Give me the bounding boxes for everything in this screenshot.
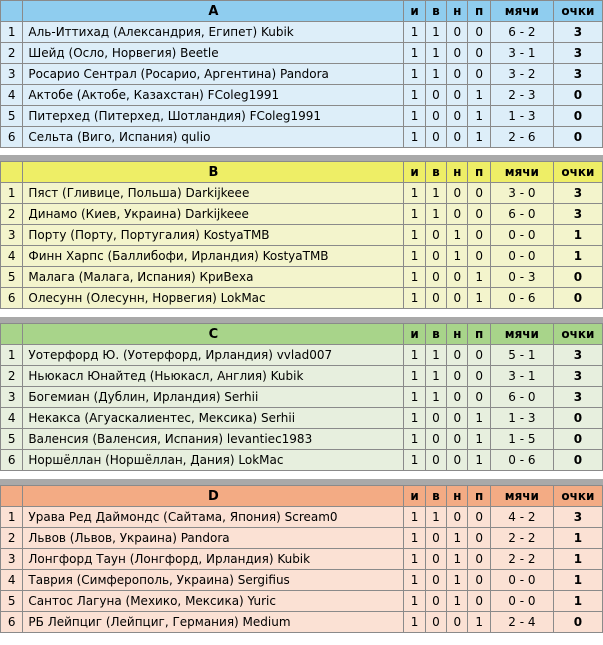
table-row: [1, 246, 603, 267]
position-cell: 5: [1, 591, 23, 612]
team-cell: РБ Лейпциг (Лейпциг, Германия) Medium: [23, 612, 404, 633]
points-cell: 0: [553, 127, 602, 148]
table-row: [1, 429, 603, 450]
goals-cell: 0 - 3: [490, 267, 553, 288]
goals-cell: 3 - 1: [490, 43, 553, 64]
col-header-points: очки: [553, 162, 602, 183]
games-cell: 1: [404, 387, 425, 408]
team-cell: Ньюкасл Юнайтед (Ньюкасл, Англия) Kubik: [23, 366, 404, 387]
games-cell: 1: [404, 591, 425, 612]
points-cell: 3: [553, 387, 602, 408]
table-row: [1, 570, 603, 591]
draws-cell: 0: [447, 507, 468, 528]
group-divider: [0, 317, 603, 323]
games-cell: 1: [404, 528, 425, 549]
points-cell: 3: [553, 507, 602, 528]
games-cell: 1: [404, 408, 425, 429]
header-pos-cell: [1, 324, 23, 345]
position-cell: 1: [1, 345, 23, 366]
position-cell: 5: [1, 267, 23, 288]
col-header-wins: в: [425, 1, 446, 22]
losses-cell: 0: [468, 570, 490, 591]
position-cell: 4: [1, 246, 23, 267]
losses-cell: 1: [468, 408, 490, 429]
col-header-points: очки: [553, 1, 602, 22]
wins-cell: 0: [425, 429, 446, 450]
goals-cell: 6 - 0: [490, 204, 553, 225]
games-cell: 1: [404, 127, 425, 148]
draws-cell: 0: [447, 127, 468, 148]
group-name: B: [23, 162, 404, 183]
col-header-points: очки: [553, 486, 602, 507]
wins-cell: 0: [425, 127, 446, 148]
col-header-draws: н: [447, 1, 468, 22]
losses-cell: 1: [468, 612, 490, 633]
position-cell: 4: [1, 570, 23, 591]
position-cell: 6: [1, 450, 23, 471]
position-cell: 3: [1, 64, 23, 85]
wins-cell: 0: [425, 612, 446, 633]
games-cell: 1: [404, 507, 425, 528]
goals-cell: 2 - 3: [490, 85, 553, 106]
losses-cell: 1: [468, 127, 490, 148]
goals-cell: 4 - 2: [490, 507, 553, 528]
losses-cell: 1: [468, 429, 490, 450]
group-header-row: [1, 486, 603, 507]
draws-cell: 1: [447, 246, 468, 267]
draws-cell: 0: [447, 288, 468, 309]
losses-cell: 0: [468, 528, 490, 549]
points-cell: 3: [553, 22, 602, 43]
points-cell: 0: [553, 429, 602, 450]
table-row: [1, 106, 603, 127]
draws-cell: 0: [447, 106, 468, 127]
position-cell: 6: [1, 127, 23, 148]
team-cell: Динамо (Киев, Украина) Darkijkeee: [23, 204, 404, 225]
position-cell: 1: [1, 22, 23, 43]
group-name: D: [23, 486, 404, 507]
table-row: [1, 204, 603, 225]
losses-cell: 0: [468, 246, 490, 267]
games-cell: 1: [404, 345, 425, 366]
goals-cell: 0 - 6: [490, 288, 553, 309]
draws-cell: 0: [447, 408, 468, 429]
points-cell: 0: [553, 408, 602, 429]
goals-cell: 0 - 0: [490, 591, 553, 612]
group-table-d: [0, 485, 603, 633]
draws-cell: 0: [447, 345, 468, 366]
losses-cell: 1: [468, 288, 490, 309]
team-cell: Норшёллан (Норшёллан, Дания) LokMac: [23, 450, 404, 471]
goals-cell: 0 - 6: [490, 450, 553, 471]
losses-cell: 1: [468, 106, 490, 127]
team-cell: Олесунн (Олесунн, Норвегия) LokMac: [23, 288, 404, 309]
draws-cell: 0: [447, 64, 468, 85]
col-header-losses: п: [468, 1, 490, 22]
points-cell: 0: [553, 288, 602, 309]
wins-cell: 0: [425, 549, 446, 570]
table-row: [1, 366, 603, 387]
team-cell: Таврия (Симферополь, Украина) Sergifius: [23, 570, 404, 591]
group-header-row: [1, 324, 603, 345]
points-cell: 3: [553, 345, 602, 366]
team-cell: Актобе (Актобе, Казахстан) FColeg1991: [23, 85, 404, 106]
col-header-draws: н: [447, 486, 468, 507]
position-cell: 6: [1, 288, 23, 309]
goals-cell: 2 - 4: [490, 612, 553, 633]
table-row: [1, 507, 603, 528]
table-row: [1, 528, 603, 549]
points-cell: 1: [553, 549, 602, 570]
col-header-wins: в: [425, 162, 446, 183]
games-cell: 1: [404, 366, 425, 387]
position-cell: 3: [1, 549, 23, 570]
draws-cell: 0: [447, 85, 468, 106]
wins-cell: 0: [425, 570, 446, 591]
games-cell: 1: [404, 106, 425, 127]
wins-cell: 0: [425, 85, 446, 106]
losses-cell: 0: [468, 591, 490, 612]
position-cell: 6: [1, 612, 23, 633]
team-cell: Уотерфорд Ю. (Уотерфорд, Ирландия) vvlad007: [23, 345, 404, 366]
col-header-points: очки: [553, 324, 602, 345]
losses-cell: 1: [468, 267, 490, 288]
header-pos-cell: [1, 486, 23, 507]
position-cell: 2: [1, 204, 23, 225]
col-header-draws: н: [447, 162, 468, 183]
losses-cell: 0: [468, 345, 490, 366]
wins-cell: 0: [425, 106, 446, 127]
team-cell: Росарио Сентрал (Росарио, Аргентина) Pandora: [23, 64, 404, 85]
table-row: [1, 225, 603, 246]
team-cell: Шейд (Осло, Норвегия) Beetle: [23, 43, 404, 64]
wins-cell: 1: [425, 43, 446, 64]
draws-cell: 1: [447, 528, 468, 549]
goals-cell: 3 - 0: [490, 183, 553, 204]
wins-cell: 1: [425, 507, 446, 528]
col-header-games: и: [404, 1, 425, 22]
col-header-games: и: [404, 324, 425, 345]
wins-cell: 1: [425, 387, 446, 408]
draws-cell: 0: [447, 204, 468, 225]
table-row: [1, 387, 603, 408]
points-cell: 0: [553, 85, 602, 106]
position-cell: 4: [1, 85, 23, 106]
games-cell: 1: [404, 570, 425, 591]
team-cell: Урава Ред Даймондс (Сайтама, Япония) Scream0: [23, 507, 404, 528]
goals-cell: 0 - 0: [490, 246, 553, 267]
games-cell: 1: [404, 288, 425, 309]
team-cell: Пяст (Гливице, Польша) Darkijkeee: [23, 183, 404, 204]
wins-cell: 1: [425, 204, 446, 225]
wins-cell: 0: [425, 246, 446, 267]
points-cell: 1: [553, 246, 602, 267]
team-cell: Малага (Малага, Испания) КриВеха: [23, 267, 404, 288]
goals-cell: 3 - 2: [490, 64, 553, 85]
table-row: [1, 612, 603, 633]
group-table-c: [0, 323, 603, 471]
wins-cell: 0: [425, 450, 446, 471]
table-row: [1, 22, 603, 43]
losses-cell: 0: [468, 183, 490, 204]
losses-cell: 0: [468, 64, 490, 85]
position-cell: 5: [1, 429, 23, 450]
wins-cell: 1: [425, 22, 446, 43]
losses-cell: 0: [468, 22, 490, 43]
team-cell: Некакса (Агуаскалиентес, Мексика) Serhii: [23, 408, 404, 429]
goals-cell: 2 - 2: [490, 549, 553, 570]
wins-cell: 0: [425, 528, 446, 549]
draws-cell: 1: [447, 549, 468, 570]
draws-cell: 0: [447, 612, 468, 633]
col-header-goals: мячи: [490, 1, 553, 22]
table-row: [1, 549, 603, 570]
team-cell: Сельта (Виго, Испания) qulio: [23, 127, 404, 148]
header-pos-cell: [1, 1, 23, 22]
group-header-row: [1, 162, 603, 183]
draws-cell: 1: [447, 591, 468, 612]
draws-cell: 0: [447, 429, 468, 450]
points-cell: 1: [553, 225, 602, 246]
group-name: A: [23, 1, 404, 22]
col-header-draws: н: [447, 324, 468, 345]
col-header-losses: п: [468, 324, 490, 345]
goals-cell: 3 - 1: [490, 366, 553, 387]
table-row: [1, 267, 603, 288]
team-cell: Валенсия (Валенсия, Испания) levantiec1983: [23, 429, 404, 450]
wins-cell: 1: [425, 64, 446, 85]
losses-cell: 0: [468, 549, 490, 570]
header-pos-cell: [1, 162, 23, 183]
games-cell: 1: [404, 225, 425, 246]
losses-cell: 1: [468, 450, 490, 471]
table-row: [1, 345, 603, 366]
draws-cell: 0: [447, 183, 468, 204]
goals-cell: 5 - 1: [490, 345, 553, 366]
position-cell: 3: [1, 387, 23, 408]
col-header-games: и: [404, 162, 425, 183]
points-cell: 0: [553, 450, 602, 471]
position-cell: 1: [1, 507, 23, 528]
group-table-a: [0, 0, 603, 148]
table-row: [1, 85, 603, 106]
wins-cell: 0: [425, 225, 446, 246]
goals-cell: 2 - 6: [490, 127, 553, 148]
losses-cell: 0: [468, 507, 490, 528]
position-cell: 4: [1, 408, 23, 429]
draws-cell: 0: [447, 43, 468, 64]
team-cell: Финн Харпс (Баллибофи, Ирландия) KostyaTMB: [23, 246, 404, 267]
group-table-b: [0, 161, 603, 309]
losses-cell: 0: [468, 204, 490, 225]
team-cell: Порту (Порту, Португалия) KostyaTMB: [23, 225, 404, 246]
table-row: [1, 591, 603, 612]
wins-cell: 1: [425, 183, 446, 204]
losses-cell: 1: [468, 85, 490, 106]
games-cell: 1: [404, 22, 425, 43]
goals-cell: 1 - 3: [490, 106, 553, 127]
wins-cell: 0: [425, 591, 446, 612]
games-cell: 1: [404, 183, 425, 204]
goals-cell: 1 - 3: [490, 408, 553, 429]
losses-cell: 0: [468, 225, 490, 246]
points-cell: 0: [553, 612, 602, 633]
col-header-games: и: [404, 486, 425, 507]
table-row: [1, 64, 603, 85]
points-cell: 3: [553, 366, 602, 387]
points-cell: 1: [553, 591, 602, 612]
wins-cell: 1: [425, 366, 446, 387]
draws-cell: 1: [447, 570, 468, 591]
draws-cell: 0: [447, 366, 468, 387]
points-cell: 1: [553, 528, 602, 549]
group-name: C: [23, 324, 404, 345]
team-cell: Аль-Иттихад (Александрия, Египет) Kubik: [23, 22, 404, 43]
losses-cell: 0: [468, 387, 490, 408]
position-cell: 5: [1, 106, 23, 127]
team-cell: Сантос Лагуна (Мехико, Мексика) Yuric: [23, 591, 404, 612]
group-divider: [0, 155, 603, 161]
wins-cell: 1: [425, 345, 446, 366]
draws-cell: 0: [447, 267, 468, 288]
table-row: [1, 183, 603, 204]
col-header-wins: в: [425, 486, 446, 507]
team-cell: Львов (Львов, Украина) Pandora: [23, 528, 404, 549]
goals-cell: 2 - 2: [490, 528, 553, 549]
wins-cell: 0: [425, 408, 446, 429]
games-cell: 1: [404, 64, 425, 85]
team-cell: Богемиан (Дублин, Ирландия) Serhii: [23, 387, 404, 408]
draws-cell: 0: [447, 387, 468, 408]
draws-cell: 0: [447, 22, 468, 43]
games-cell: 1: [404, 43, 425, 64]
table-row: [1, 127, 603, 148]
group-divider: [0, 479, 603, 485]
position-cell: 3: [1, 225, 23, 246]
table-row: [1, 288, 603, 309]
games-cell: 1: [404, 429, 425, 450]
draws-cell: 0: [447, 450, 468, 471]
goals-cell: 0 - 0: [490, 225, 553, 246]
table-row: [1, 450, 603, 471]
wins-cell: 0: [425, 267, 446, 288]
games-cell: 1: [404, 267, 425, 288]
games-cell: 1: [404, 612, 425, 633]
col-header-losses: п: [468, 162, 490, 183]
position-cell: 2: [1, 43, 23, 64]
points-cell: 3: [553, 64, 602, 85]
col-header-wins: в: [425, 324, 446, 345]
points-cell: 1: [553, 570, 602, 591]
table-row: [1, 408, 603, 429]
col-header-losses: п: [468, 486, 490, 507]
goals-cell: 6 - 2: [490, 22, 553, 43]
goals-cell: 1 - 5: [490, 429, 553, 450]
position-cell: 2: [1, 528, 23, 549]
points-cell: 0: [553, 106, 602, 127]
games-cell: 1: [404, 204, 425, 225]
wins-cell: 0: [425, 288, 446, 309]
points-cell: 3: [553, 204, 602, 225]
goals-cell: 0 - 0: [490, 570, 553, 591]
games-cell: 1: [404, 450, 425, 471]
draws-cell: 1: [447, 225, 468, 246]
col-header-goals: мячи: [490, 162, 553, 183]
team-cell: Питерхед (Питерхед, Шотландия) FColeg1991: [23, 106, 404, 127]
points-cell: 3: [553, 183, 602, 204]
col-header-goals: мячи: [490, 324, 553, 345]
team-cell: Лонгфорд Таун (Лонгфорд, Ирландия) Kubik: [23, 549, 404, 570]
group-header-row: [1, 1, 603, 22]
losses-cell: 0: [468, 43, 490, 64]
games-cell: 1: [404, 246, 425, 267]
points-cell: 0: [553, 267, 602, 288]
games-cell: 1: [404, 549, 425, 570]
goals-cell: 6 - 0: [490, 387, 553, 408]
position-cell: 1: [1, 183, 23, 204]
position-cell: 2: [1, 366, 23, 387]
points-cell: 3: [553, 43, 602, 64]
table-row: [1, 43, 603, 64]
col-header-goals: мячи: [490, 486, 553, 507]
games-cell: 1: [404, 85, 425, 106]
losses-cell: 0: [468, 366, 490, 387]
